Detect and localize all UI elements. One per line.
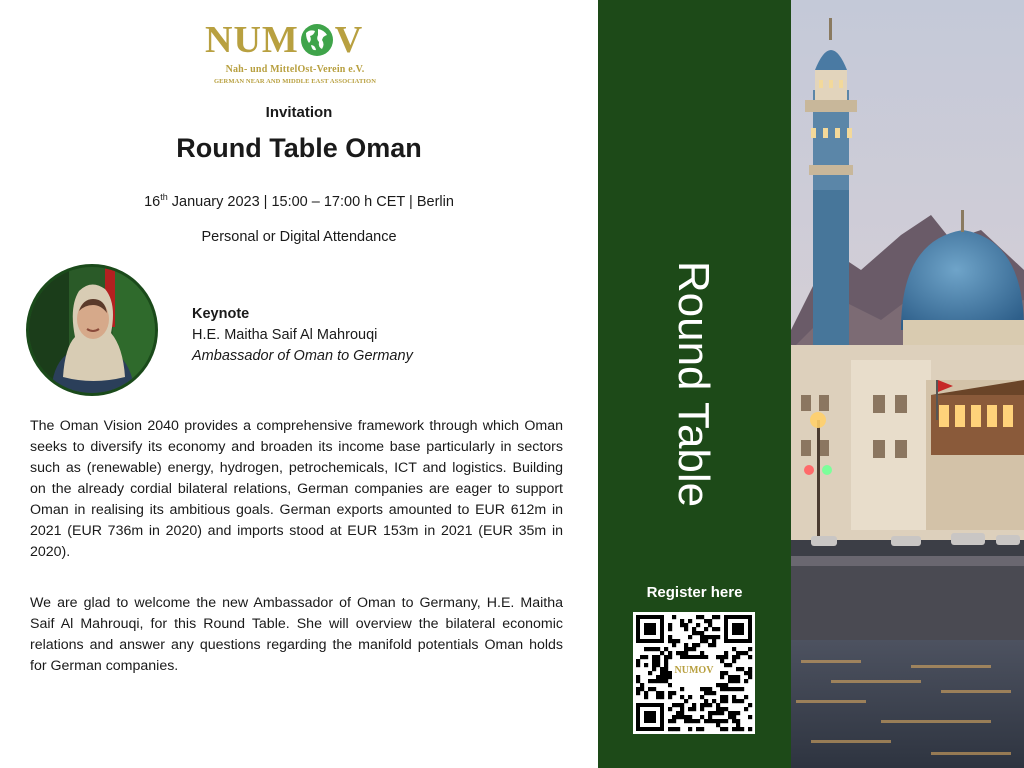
body-paragraph-1: The Oman Vision 2040 provides a comprehensive framework through which Oman seeks to diversify its economy and broaden its income base particularly in sectors such as (renewable) energy, hydrogen, petrochemicals, ICT and logistics. Building on the already cordial bilateral relations, German companies are eager to support Oman in realising its ambitious goals. German exports amounted to EUR 612m in 2021 (EUR 736m in 2020) and imports stood at EUR 153m in 2021 (EUR 35m in 2020). (30, 418, 563, 560)
logo-wordmark-right: V (334, 19, 364, 61)
register-label[interactable]: Register here (646, 584, 743, 601)
speaker-photo (29, 267, 155, 393)
sidebar-vertical-title: Round Table (669, 260, 718, 508)
event-title: Round Table Oman (176, 133, 422, 163)
invitation-label: Invitation (265, 104, 333, 121)
keynote-speaker-name: H.E. Maitha Saif Al Mahrouqi (192, 327, 378, 343)
logo-association-english: GERMAN NEAR AND MIDDLE EAST ASSOCIATION (213, 78, 377, 85)
event-day-suffix: th (160, 192, 168, 202)
attendance-mode: Personal or Digital Attendance (201, 229, 397, 245)
qr-code-icon[interactable] (633, 612, 755, 734)
logo-association-name: Nah- und MittelOst-Verein e.V. (225, 64, 365, 75)
keynote-heading: Keynote (192, 306, 250, 322)
logo-wordmark (205, 20, 363, 60)
qr-code-graphic (633, 612, 755, 734)
logo-wordmark-left: NUM (205, 19, 299, 61)
keynote-block (192, 304, 413, 367)
event-date-line (0, 192, 598, 210)
keynote-speaker-role: Ambassador of Oman to Germany (192, 348, 413, 364)
numov-logo (205, 20, 385, 92)
muscat-mosque-image (791, 0, 1024, 768)
muscat-photo (791, 0, 1024, 768)
qr-logo-text: NUMOV (674, 665, 714, 676)
event-date-rest: January 2023 | 15:00 – 17:00 h CET | Berlin (167, 193, 454, 210)
event-day: 16 (144, 193, 161, 210)
globe-icon (300, 23, 334, 57)
speaker-portrait (26, 264, 158, 396)
body-paragraph-2: We are glad to welcome the new Ambassador of Oman to Germany, H.E. Maitha Saif Al Mahrouqi, for this Round Table. She will overview the bilateral economic relations and answer any questions regarding the manifold potentials Oman holds for German companies. (30, 595, 563, 674)
